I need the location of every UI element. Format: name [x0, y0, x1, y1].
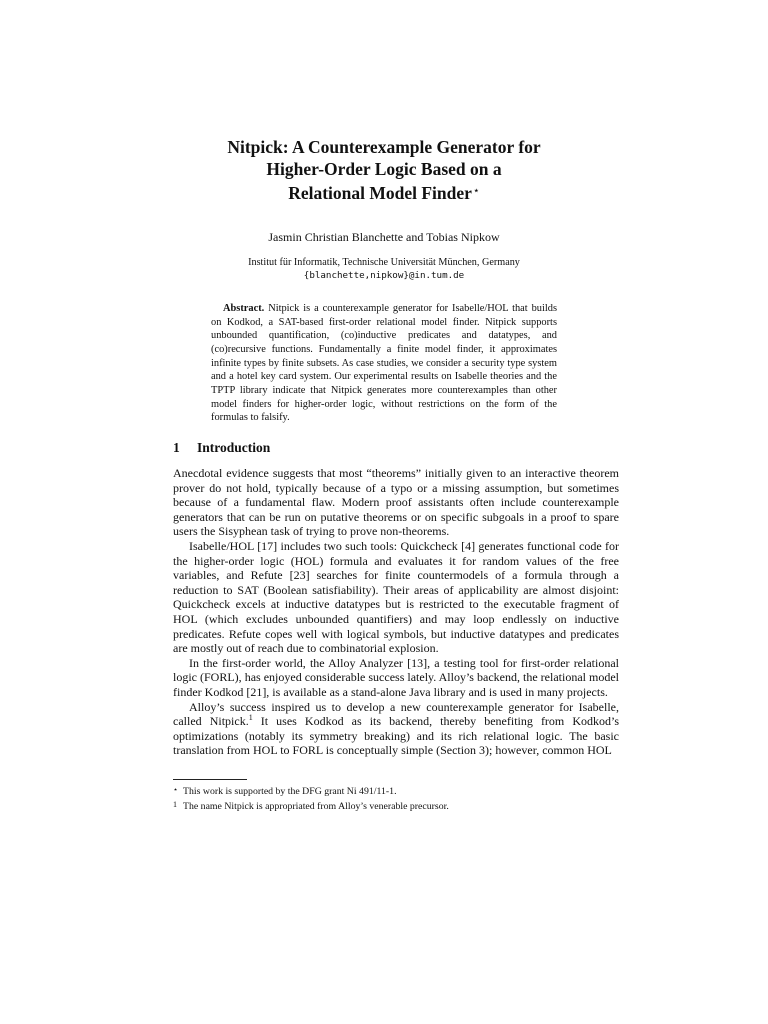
paper-title — [0, 136, 768, 204]
section-heading — [173, 440, 270, 456]
paragraph-1: Anecdotal evidence suggests that most “theorems” initially given to an interactive theorem prover do not hold, typically because of a typo or a missing assumption, but sometimes because of a fundamental flaw. Modern proof assistants often include counterexample generators that can be run on putative theorems or on specific subgoals in a proof to spare users the Sisyphean task of trying to prove non-theorems. — [173, 466, 619, 539]
abstract-label: Abstract. — [223, 303, 265, 314]
footnote-text: The name Nitpick is appropriated from Alloy’s venerable precursor. — [183, 801, 449, 812]
title-line-1: Nitpick: A Counterexample Generator for — [227, 137, 541, 157]
body-text — [173, 466, 619, 758]
section-title: Introduction — [197, 440, 271, 455]
footnote-mark: ⋆ — [173, 785, 179, 794]
abstract — [211, 302, 557, 425]
paragraph-2: Isabelle/HOL [17] includes two such tools: Quickcheck [4] generates functional code for the higher-order logic (HOL) formula and evaluates it for random values of the free variables, and Refute [23] searches for finite countermodels of a formula through a reduction to SAT (Boolean satisfiability). Their areas of applicability are almost disjoint: Quickcheck excels at inductive datatypes but is restricted to the executable fragment of HOL (which excludes unbounded quantifiers) and may loop endlessly on inductive predicates. Refute copes well with logical symbols, but inductive datatypes and predicates are mostly out of reach due to combinatorial explosion. — [173, 538, 619, 656]
title-line-3 — [0, 180, 768, 204]
paragraph-4-part-b: It uses Kodkod as its backend, thereby benefiting from Kodkod’s optimizations (notably its symmetry breaking) and its rich relational logic. The basic translation from HOL to FORL is conceptually simple (Section 3); however, common HOL — [173, 714, 620, 758]
affiliation-block — [0, 256, 768, 282]
footnote-rule — [173, 779, 247, 780]
abstract-text: Nitpick is a counterexample generator for Isabelle/HOL that builds on Kodkod, a SAT-based first-order relational model finder. Nitpick supports unbounded quantification, (co)inductive predicates and datatypes, and (co)recursive functions. Fundamentally a finite model finder, it approximates infinite types by finite subsets. As case studies, we consider a security type system and a hotel key card system. Our experimental results on Isabelle theories and the TPTP library indicate that Nitpick generates more counterexamples than other model finders for higher-order logic, without restrictions on the form of the formulas to falsify. — [211, 303, 557, 424]
footnote-text: This work is supported by the DFG grant Ni 491/11-1. — [183, 786, 397, 797]
author-list: Jasmin Christian Blanchette and Tobias Nipkow — [268, 230, 500, 244]
section-number: 1 — [173, 440, 180, 455]
paragraph-3: In the first-order world, the Alloy Analyzer [13], a testing tool for first-order relational logic (FORL), has enjoyed considerable success lately. Alloy’s backend, the relational model finder Kodkod [21], is available as a stand-alone Java library and is used in many projects. — [173, 655, 619, 699]
author-email: {blanchette,nipkow}@in.tum.de — [303, 270, 465, 281]
title-line-2: Higher-Order Logic Based on a — [266, 159, 502, 179]
footnote-ref-1: 1 — [248, 713, 253, 723]
footnote-mark: 1 — [173, 800, 177, 809]
paragraph-4 — [173, 700, 619, 758]
affiliation: Institut für Informatik, Technische Universität München, Germany — [248, 257, 520, 268]
title-footnote-star: ⋆ — [472, 185, 480, 197]
footnote-1 — [173, 798, 619, 813]
paragraph-4-part-a: Alloy’s success inspired us to develop a new counterexample generator for Isabelle, called Nitpick. — [173, 699, 619, 729]
footnote-star — [173, 783, 619, 798]
title-line-3-text: Relational Model Finder — [288, 183, 472, 203]
footnotes — [173, 783, 619, 813]
